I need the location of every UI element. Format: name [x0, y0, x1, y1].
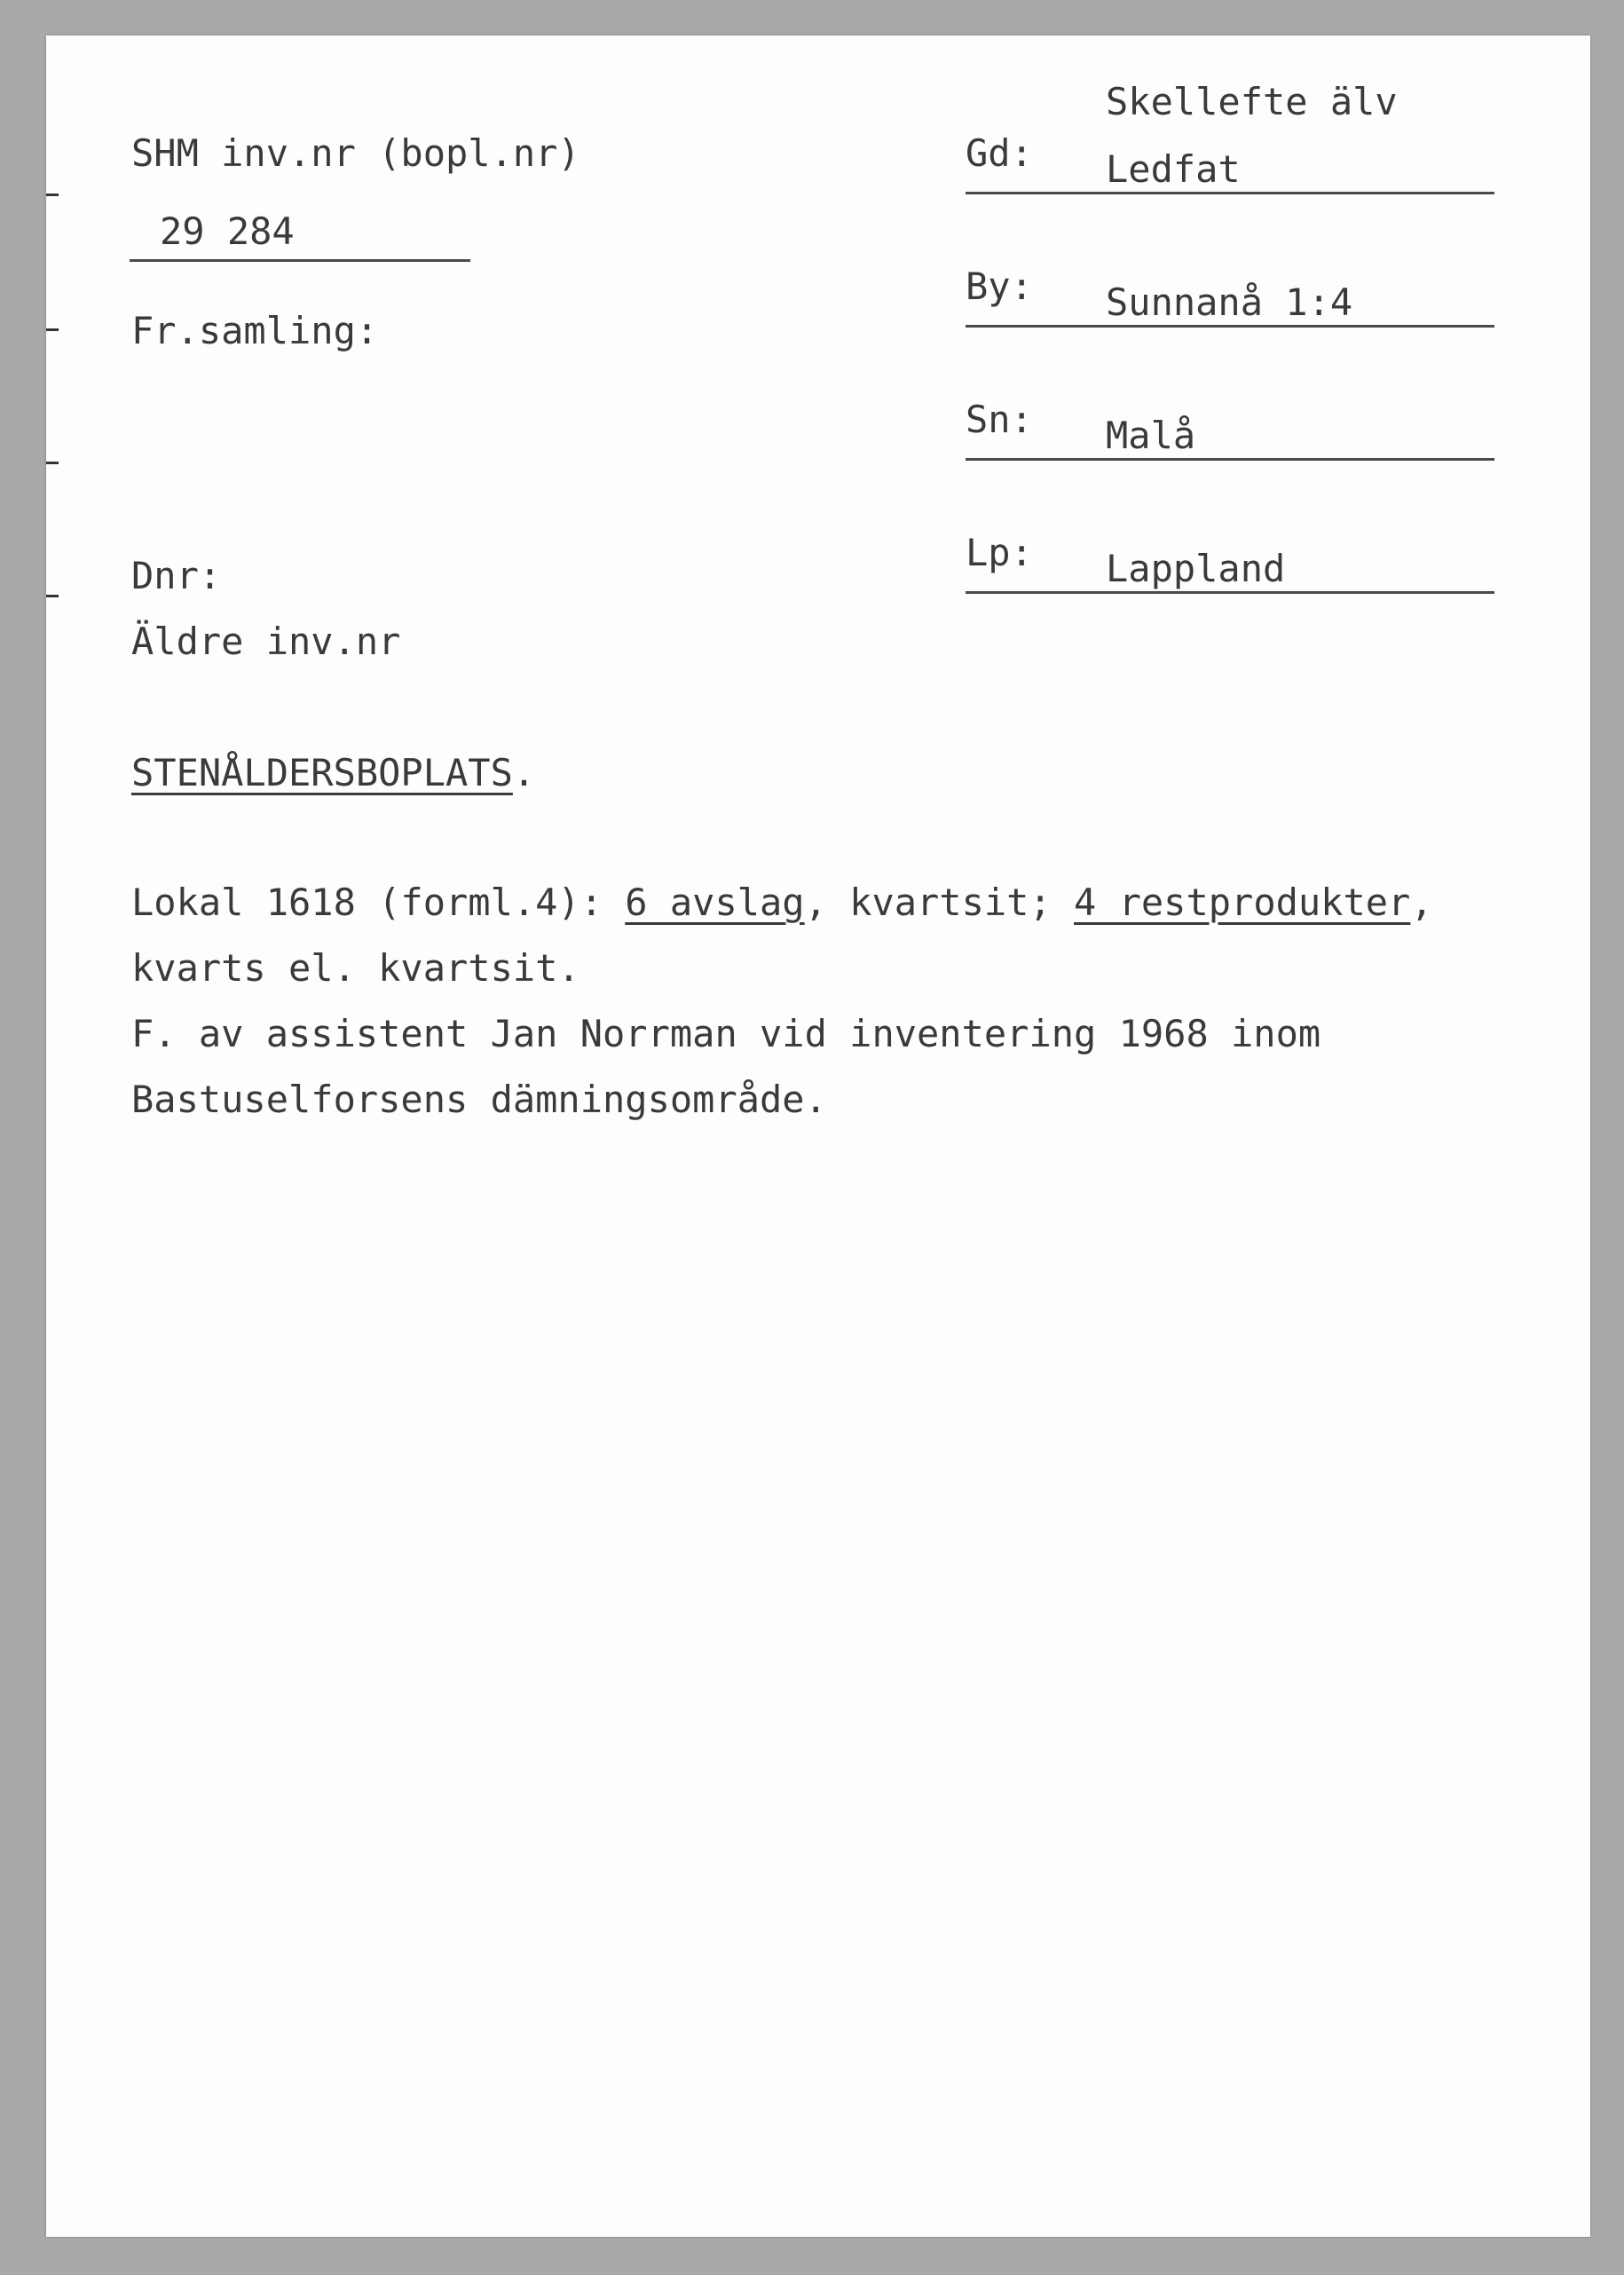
- dnr-label: Dnr:: [131, 554, 222, 597]
- body-line-1-avslag: 6 avslag: [625, 881, 805, 924]
- by-rule: [966, 325, 1494, 328]
- by-label: By:: [966, 265, 1033, 308]
- gd-value: Ledfat: [1106, 147, 1241, 191]
- gd-label: Gd:: [966, 131, 1033, 175]
- site-heading-text: STENÅLDERSBOPLATS: [131, 751, 513, 794]
- body-line-1-restprodukter: 4 restprodukter: [1074, 881, 1411, 924]
- site-heading-period: .: [512, 751, 536, 794]
- margin-tick: [46, 328, 59, 331]
- margin-tick: [46, 595, 59, 597]
- body-line-4: Bastuselforsens dämningsområde.: [131, 1078, 827, 1121]
- body-line-3: F. av assistent Jan Norrman vid inventering 1968 inom: [131, 1012, 1321, 1055]
- sn-rule: [966, 458, 1494, 461]
- sn-value: Malå: [1106, 414, 1196, 457]
- site-heading: [131, 751, 536, 794]
- inv-nr-rule: [130, 259, 470, 262]
- catalog-card: [46, 36, 1590, 2237]
- river-name: Skellefte älv: [1106, 80, 1398, 123]
- body-line-1: [131, 881, 1433, 924]
- body-line-1-part-c: , kvartsit;: [804, 881, 1075, 924]
- lp-value: Lappland: [1106, 547, 1286, 590]
- margin-tick: [46, 194, 59, 196]
- fr-samling-label: Fr.samling:: [131, 309, 379, 352]
- body-line-1-part-a: Lokal 1618 (forml.4):: [131, 881, 626, 924]
- gd-rule: [966, 192, 1494, 194]
- margin-tick: [46, 462, 59, 464]
- lp-rule: [966, 591, 1494, 594]
- lp-label: Lp:: [966, 531, 1033, 574]
- sn-label: Sn:: [966, 398, 1033, 441]
- aldre-inv-nr-label: Äldre inv.nr: [131, 620, 401, 663]
- body-line-2: kvarts el. kvartsit.: [131, 946, 580, 990]
- body-line-1-comma: ,: [1410, 881, 1433, 924]
- inv-nr-value: 29 284: [160, 209, 295, 253]
- by-value: Sunnanå 1:4: [1106, 280, 1353, 324]
- inv-nr-label: SHM inv.nr (bopl.nr): [131, 131, 580, 175]
